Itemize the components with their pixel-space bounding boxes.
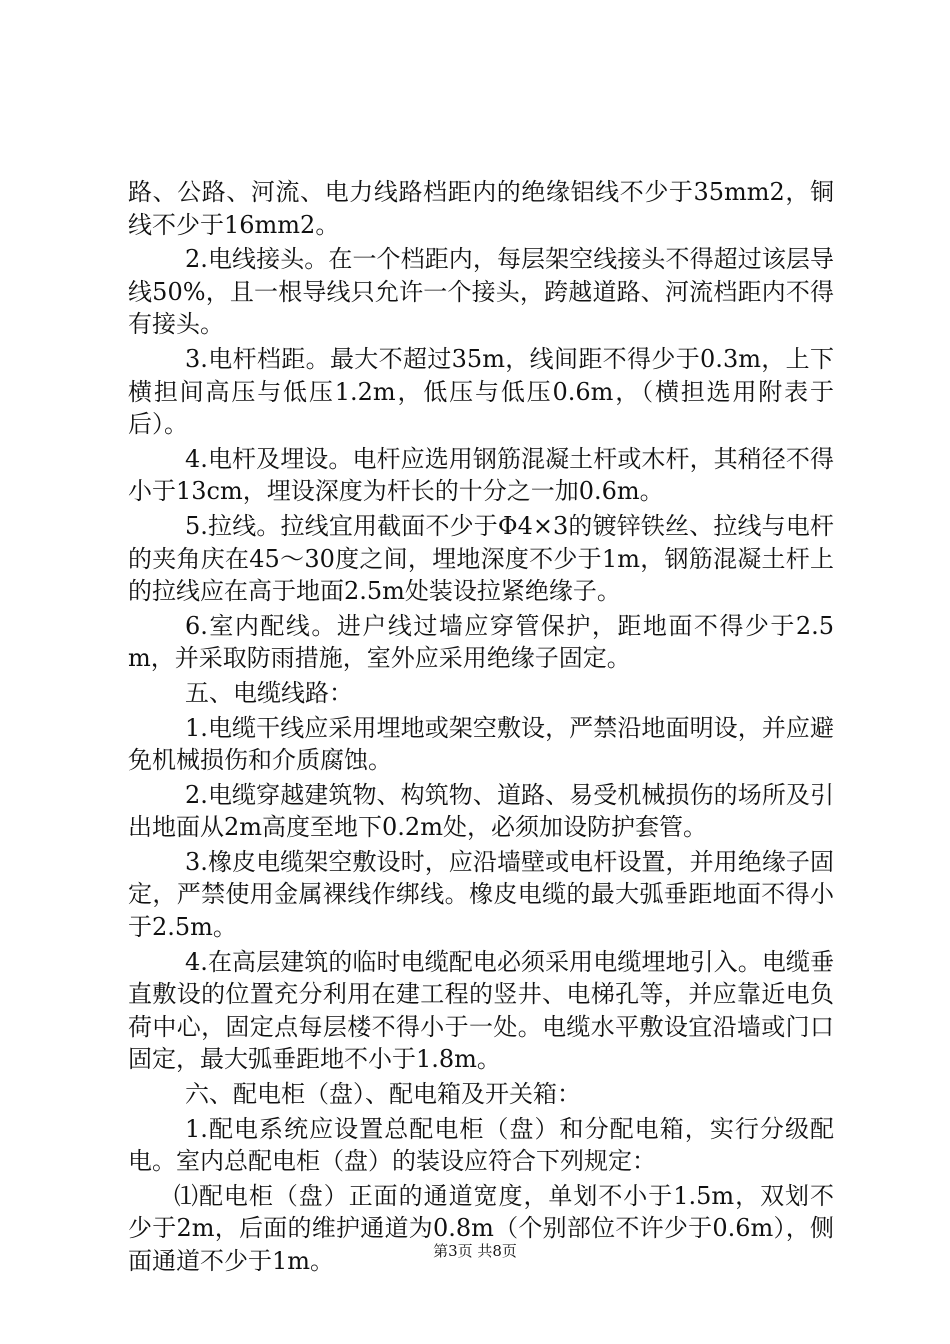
paragraph: 4.电杆及埋设。电杆应选用钢筋混凝土杆或木杆，其稍径不得小于13cm，埋设深度为杆长的十分之一加0.6m。 — [128, 444, 834, 506]
paragraph: 1.配电系统应设置总配电柜（盘）和分配电箱，实行分级配电。室内总配电柜（盘）的装设应符合下列规定： — [128, 1114, 834, 1176]
paragraph: 5.拉线。拉线宜用截面不少于Φ4×3的镀锌铁丝、拉线与电杆的夹角庆在45～30度之间，埋地深度不少于1m，钢筋混凝土杆上的拉线应在高于地面2.5m处装设拉紧绝缘子。 — [128, 511, 834, 606]
paragraph: 3.橡皮电缆架空敷设时，应沿墙壁或电杆设置，并用绝缘子固定，严禁使用金属裸线作绑线。橡皮电缆的最大弧垂距地面不得小于2.5m。 — [128, 847, 834, 942]
paragraph: 1.电缆干线应采用埋地或架空敷设，严禁沿地面明设，并应避免机械损伤和介质腐蚀。 — [128, 713, 834, 775]
paragraph: 六、配电柜（盘）、配电箱及开关箱： — [185, 1080, 581, 1109]
paragraph: 2.电缆穿越建筑物、构筑物、道路、易受机械损伤的场所及引出地面从2m高度至地下0.2m处，必须加设防护套管。 — [128, 780, 834, 842]
page-footer: 第3页 共8页 — [433, 1242, 517, 1260]
body-text — [128, 176, 834, 1280]
paragraph: 4.在高层建筑的临时电缆配电必须采用电缆埋地引入。电缆垂直敷设的位置充分利用在建工程的竖井、电梯孔等，并应靠近电负荷中心，固定点每层楼不得小于一处。电缆水平敷设宜沿墙或门口固定，最大弧垂距地不小于1.8m。 — [128, 947, 834, 1074]
paragraph: 路、公路、河流、电力线路档距内的绝缘铝线不少于35mm2，铜线不少于16mm2。 — [128, 178, 834, 239]
paragraph: 2.电线接头。在一个档距内，每层架空线接头不得超过该层导线50%，且一根导线只允许一个接头，跨越道路、河流档距内不得有接头。 — [128, 245, 834, 339]
paragraph: 3.电杆档距。最大不超过35m，线间距不得少于0.3m，上下横担间高压与低压1.2m，低压与低压0.6m，（横担选用附表于后）。 — [128, 344, 834, 439]
paragraph: 五、电缆线路： — [185, 678, 353, 707]
paragraph: 6.室内配线。进户线过墙应穿管保护，距地面不得少于2.5m，并采取防雨措施，室外应采用绝缘子固定。 — [128, 611, 834, 673]
paragraph: ⑴配电柜（盘）正面的通道宽度，单划不小于1.5m，双划不少于2m，后面的维护通道为0.8m（个别部位不许少于0.6m），侧面通道不少于1m。 — [128, 1181, 834, 1275]
